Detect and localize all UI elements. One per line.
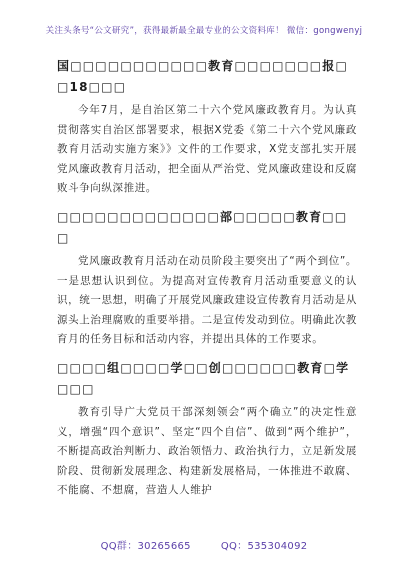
document-body (57, 56, 357, 509)
body-paragraph: 今年7月，是自治区第二十六个党风廉政教育月。为认真贯彻落实自治区部署要求，根据X党委《第二十六个党风廉政教育月活动实施方案》》文件的工作要求，X党支部扎实开展党风廉政教育月活动，把全面从严治党、党风廉政建设和反腐败斗争向纵深推进。 (57, 104, 357, 195)
section-heading: □□□□组□□□□学□□创□□□□□□教育□学□□□ (57, 360, 350, 396)
body-paragraph: 党风廉政教育月活动在动员阶段主要突出了“两个到位”。一是思想认识到位。为提高对宣传教育月活动重要意义的认识，统一思想，明确了开展党风廉政建设宣传教育月活动是从源头上治理腐败的重要举措。二是宣传发动到位。明确此次教育月的任务目标和活动内容，并提出具体的工作要求。 (57, 254, 357, 346)
section-heading: 国□□□□□□□□□□□教育□□□□□□□报□□18□□□ (57, 59, 349, 94)
qq-number: QQ：535304092 (220, 541, 308, 552)
body-paragraph: 教育引导广大党员干部深刻领会“两个确立”的决定性意义，增强“四个意识”、坚定“四个自信”、做到“两个维护”，不断提高政治判断力、政治领悟力、政治执行力，立足新发展阶段、贯彻新发展理念、构建新发展格局，一体推进不敢腐、不能腐、不想腐，营造人人维护 (57, 405, 357, 497)
section-heading: □□□□□□□□□□□□□部□□□□□教育□□□ (57, 209, 348, 245)
footer-note (0, 537, 408, 552)
qq-group-number: QQ群：30265665 (100, 541, 191, 552)
header-note: 关注头条号“公文研究”，获得最新最全最专业的公文资料库！ 微信：gongwenyj (45, 26, 363, 36)
